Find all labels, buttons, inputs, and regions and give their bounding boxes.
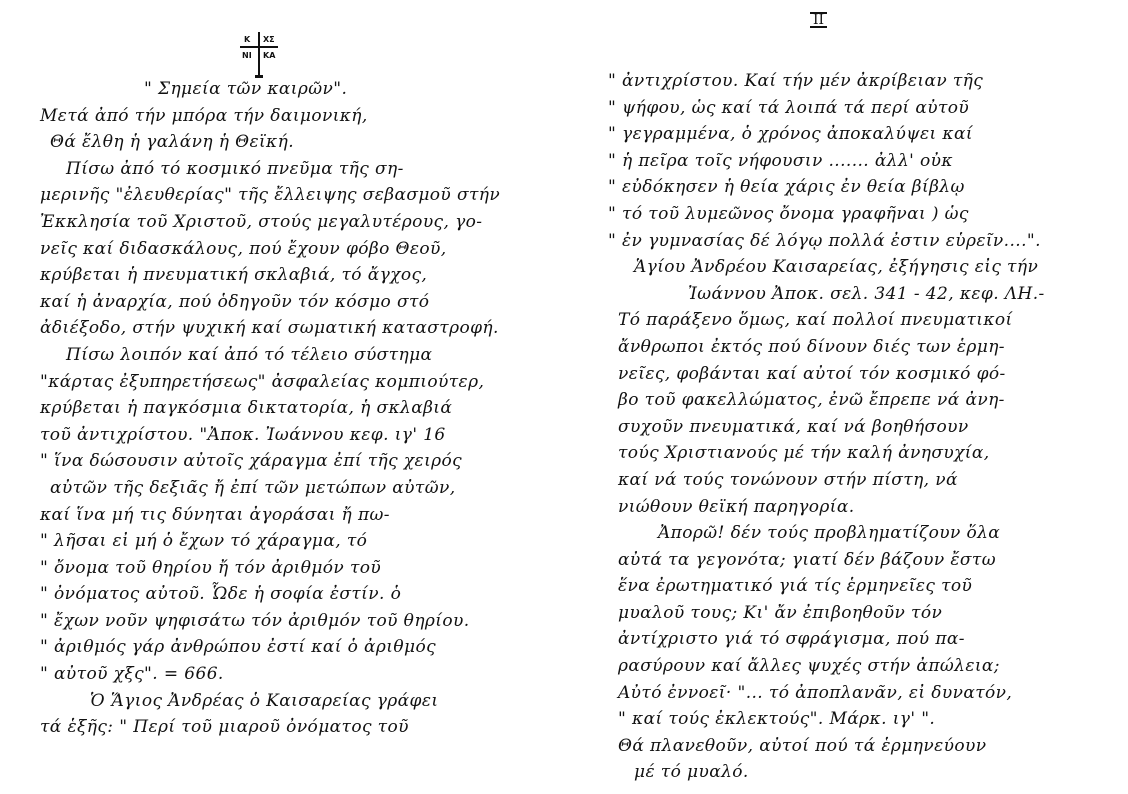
text-line: " ὀνόματος αὐτοῦ. Ὧδε ἡ σοφία ἐστίν. ὁ (40, 584, 402, 605)
text-line: Ἀπορῶ! δέν τούς προβληματίζουν ὅλα (658, 523, 1001, 544)
text-line: "κάρτας ἐξυπηρετήσεως" ἀσφαλείας κομπιούτερ, (40, 371, 485, 392)
text-line: αὐτῶν τῆς δεξιᾶς ἤ ἐπί τῶν μετώπων αὐτῶν, (50, 477, 456, 498)
emblem-top-right: ΧΣ (263, 35, 275, 44)
text-line: μερινῆς "ἐλευθερίας" τῆς ἔλλειψης σεβασμοῦ στήν (40, 185, 501, 206)
text-line: " ἡ πεῖρα τοῖς νήφουσιν ....... ἀλλ' οὐκ (608, 150, 953, 171)
page-number: II (810, 12, 827, 28)
text-line: Πίσω λοιπόν καί ἀπό τό τέλειο σύστημα (66, 344, 433, 365)
text-line: τοῦ ἀντιχρίστου. "Ἀποκ. Ἰωάννου κεφ. ιγ' 16 (40, 424, 446, 445)
text-line: μέ τό μυαλό. (634, 762, 749, 783)
text-line: καί ἵνα μή τις δύνηται ἀγοράσαι ἤ πω- (40, 504, 390, 525)
text-line: συχοῦν πνευματικά, καί νά βοηθήσουν (618, 416, 969, 437)
left-page-text (40, 76, 540, 741)
emblem-bottom-right: ΚΑ (263, 51, 276, 60)
text-line: " ἐν γυμνασίας δέ λόγῳ πολλά ἐστιν εὑρεῖν....". (608, 230, 1041, 251)
text-line: Ὁ Ἅγιος Ἀνδρέας ὁ Καισαρείας γράφει (90, 690, 439, 711)
text-line: νεῖες, φοβάνται καί αὐτοί τόν κοσμικό φό- (618, 363, 1006, 384)
text-line: " Σημεία τῶν καιρῶν". (144, 79, 348, 99)
text-line: Ἰωάννου Ἀποκ. σελ. 341 - 42, κεφ. ΛΗ.- (688, 283, 1045, 304)
text-line: βο τοῦ φακελλώματος, ἐνῶ ἔπρεπε νά ἀνη- (618, 390, 1005, 411)
text-line: " λῆσαι εἰ μή ὁ ἔχων τό χάραγμα, τό (40, 531, 368, 552)
text-line: νιώθουν θεϊκή παρηγορία. (618, 496, 855, 517)
text-line: ἕνα ἐρωτηματικό γιά τίς ἑρμηνεῖες τοῦ (618, 576, 973, 597)
text-line: " ψήφου, ὡς καί τά λοιπά τά περί αὐτοῦ (608, 97, 970, 118)
cross-emblem-icon (238, 32, 282, 82)
text-line: Θά πλανεθοῦν, αὐτοί πού τά ἑρμηνεύουν (618, 735, 987, 756)
text-line: καί νά τούς τονώνουν στήν πίστη, νά (618, 469, 958, 490)
text-line: ρασύρουν καί ἄλλες ψυχές στήν ἀπώλεια; (618, 656, 1000, 677)
text-line: νεῖς καί διδασκάλους, πού ἔχουν φόβο Θεοῦ, (40, 238, 447, 259)
right-page (564, 0, 1128, 794)
text-line: " γεγραμμένα, ὁ χρόνος ἀποκαλύψει καί (608, 124, 973, 145)
text-line: Μετά ἀπό τήν μπόρα τήν δαιμονική, (40, 105, 368, 126)
text-line: κρύβεται ἡ πνευματική σκλαβιά, τό ἄγχος, (40, 265, 428, 286)
text-line: " ὄνομα τοῦ θηρίου ἤ τόν ἀριθμόν τοῦ (40, 557, 382, 578)
right-page-text (608, 68, 1108, 786)
text-line: Τό παράξενο ὅμως, καί πολλοί πνευματικοί (618, 310, 1013, 331)
text-line: τά ἑξῆς: " Περί τοῦ μιαροῦ ὀνόματος τοῦ (40, 717, 409, 738)
text-line: " ἀντιχρίστου. Καί τήν μέν ἀκρίβειαν τῆς (608, 71, 984, 91)
text-line: Ἁγίου Ἀνδρέου Καισαρείας, ἐξήγησις εἰς τήν (634, 257, 1039, 278)
text-line: ἄνθρωποι ἐκτός πού δίνουν διές των ἑρμη- (618, 336, 1005, 357)
text-line: Αὐτό ἐννοεῖ· "... τό ἀποπλανᾶν, εἰ δυνατόν, (618, 682, 1013, 703)
emblem-bottom-left: ΝΙ (242, 51, 252, 60)
text-line: ἀντίχριστο γιά τό σφράγισμα, πού πα- (618, 629, 965, 650)
text-line: τούς Χριστιανούς μέ τήν καλή ἀνησυχία, (618, 443, 990, 464)
emblem-top-left: Κ (244, 35, 251, 44)
text-line: " καί τούς ἐκλεκτούς". Μάρκ. ιγ' ". (618, 709, 936, 730)
text-line: καί ἡ ἀναρχία, πού ὁδηγοῦν τόν κόσμο στό (40, 291, 430, 312)
text-line: " τό τοῦ λυμεῶνος ὄνομα γραφῆναι ) ὡς (608, 203, 969, 224)
text-line: κρύβεται ἡ παγκόσμια δικτατορία, ἡ σκλαβιά (40, 398, 453, 419)
text-line: " αὐτοῦ χξς". = 666. (40, 664, 224, 685)
text-line: Πίσω ἀπό τό κοσμικό πνεῦμα τῆς ση- (66, 158, 404, 179)
text-line: Ἐκκλησία τοῦ Χριστοῦ, στούς μεγαλυτέρους, γο- (40, 211, 483, 232)
text-line: " ἔχων νοῦν ψηφισάτω τόν ἀριθμόν τοῦ θηρίου. (40, 610, 470, 631)
text-line: " ἀριθμός γάρ ἀνθρώπου ἐστί καί ὁ ἀριθμός (40, 637, 437, 658)
text-line: " εὐδόκησεν ἡ θεία χάρις ἐν θεία βίβλῳ (608, 177, 965, 198)
text-line: Θά ἔλθη ἡ γαλάνη ἡ Θεϊκή. (50, 132, 294, 153)
text-line: ἀδιέξοδο, στήν ψυχική καί σωματική καταστροφή. (40, 318, 499, 339)
text-line: μυαλοῦ τους; Κι' ἄν ἐπιβοηθοῦν τόν (618, 602, 943, 623)
text-line: αὐτά τα γεγονότα; γιατί δέν βάζουν ἔστω (618, 549, 996, 570)
text-line: " ἵνα δώσουσιν αὐτοῖς χάραγμα ἐπί τῆς χειρός (40, 451, 463, 472)
